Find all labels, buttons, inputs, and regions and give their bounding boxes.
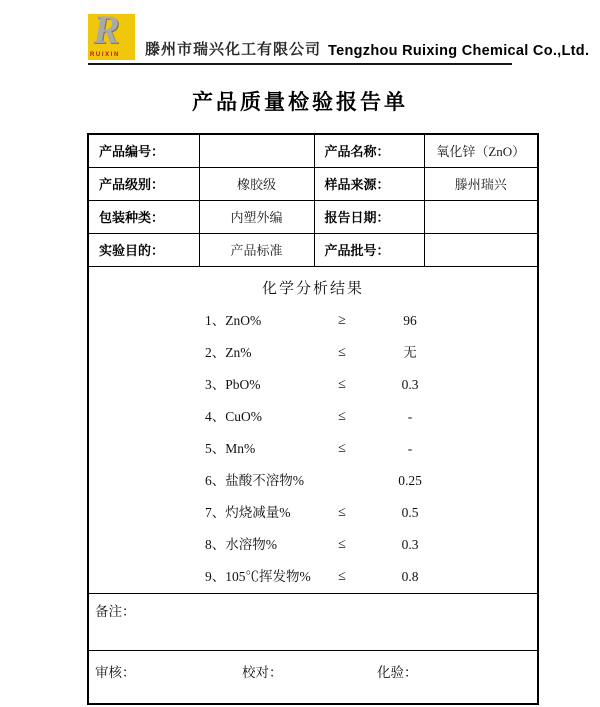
analysis-item <box>89 465 537 497</box>
table-row <box>88 233 538 266</box>
analysis-item-value: 0.3 <box>401 376 419 392</box>
proofread-label: 校对： <box>242 664 283 680</box>
analysis-item-label: 2、Zn% <box>205 344 252 360</box>
analysis-item-symbol: ≤ <box>338 536 346 552</box>
product-name-value: 氧化锌（ZnO） <box>424 134 538 167</box>
analysis-item-symbol: ≥ <box>338 312 346 328</box>
analysis-item-label: 4、CuO% <box>205 408 262 424</box>
report-date-value <box>424 200 538 233</box>
analysis-item <box>89 369 537 401</box>
product-code-label: 产品编号： <box>88 134 199 167</box>
company-name-chinese: 滕州市瑞兴化工有限公司 <box>145 42 322 58</box>
analysis-item-value: 0.5 <box>401 504 419 520</box>
analysis-item-label: 7、灼烧减量% <box>205 504 291 520</box>
packaging-type-value: 内塑外编 <box>199 200 314 233</box>
remarks-row <box>88 593 538 650</box>
test-label: 化验： <box>377 664 418 680</box>
product-grade-value: 橡胶级 <box>199 167 314 200</box>
analysis-item-label: 1、ZnO% <box>205 312 262 328</box>
analysis-item-value: 0.3 <box>401 536 419 552</box>
analysis-item <box>89 529 537 561</box>
analysis-item-symbol: ≤ <box>338 408 346 424</box>
analysis-item <box>89 337 537 369</box>
remarks-label: 备注： <box>95 603 136 619</box>
packaging-type-label: 包装种类： <box>88 200 199 233</box>
analysis-item-value: - <box>407 440 413 456</box>
company-logo <box>88 7 135 60</box>
signature-wrap <box>89 651 537 703</box>
table-row <box>88 167 538 200</box>
logo-letter: R <box>93 7 120 52</box>
batch-number-label: 产品批号： <box>314 233 424 266</box>
analysis-item-value: 无 <box>403 344 417 360</box>
analysis-item-symbol: ≤ <box>338 344 346 360</box>
analysis-item-symbol: ≤ <box>338 440 346 456</box>
logo-brand-text: RUIXIN <box>90 52 120 58</box>
table-row <box>88 134 538 167</box>
analysis-item-value: - <box>407 408 413 424</box>
report-title: 产品质量检验报告单 <box>192 91 408 114</box>
test-purpose-label: 实验目的： <box>88 233 199 266</box>
analysis-section-title: 化学分析结果 <box>261 280 364 297</box>
signature-row <box>88 650 538 704</box>
analysis-item <box>89 305 537 337</box>
remarks-cell <box>88 593 538 650</box>
analysis-item <box>89 561 537 593</box>
signature-cell <box>88 650 538 704</box>
review-label: 审核： <box>95 664 136 680</box>
batch-number-value <box>424 233 538 266</box>
sample-source-label: 样品来源： <box>314 167 424 200</box>
analysis-list <box>89 298 537 593</box>
analysis-section <box>88 266 538 593</box>
analysis-item-symbol: ≤ <box>338 376 346 392</box>
analysis-section-row <box>88 266 538 593</box>
table-row <box>88 200 538 233</box>
analysis-item-value: 0.25 <box>398 472 422 488</box>
analysis-item-symbol: ≤ <box>338 504 346 520</box>
analysis-item <box>89 497 537 529</box>
sample-source-value: 滕州瑞兴 <box>424 167 538 200</box>
analysis-item-label: 5、Mn% <box>205 440 256 456</box>
analysis-item-value: 96 <box>403 312 417 328</box>
product-code-value <box>199 134 314 167</box>
report-date-label: 报告日期： <box>314 200 424 233</box>
product-grade-label: 产品级别： <box>88 167 199 200</box>
company-name-english: Tengzhou Ruixing Chemical Co.,Ltd. <box>328 43 590 59</box>
analysis-item-symbol: ≤ <box>338 568 346 584</box>
analysis-item-label: 6、盐酸不溶物% <box>205 472 304 488</box>
analysis-item-label: 3、PbO% <box>205 376 261 392</box>
product-name-label: 产品名称： <box>314 134 424 167</box>
analysis-item-label: 8、水溶物% <box>205 536 277 552</box>
analysis-item <box>89 433 537 465</box>
company-header <box>88 7 590 65</box>
analysis-item-label: 9、105℃挥发物% <box>205 568 311 584</box>
test-purpose-value: 产品标准 <box>199 233 314 266</box>
analysis-item-value: 0.8 <box>401 568 419 584</box>
analysis-item <box>89 401 537 433</box>
report-table <box>87 133 539 705</box>
